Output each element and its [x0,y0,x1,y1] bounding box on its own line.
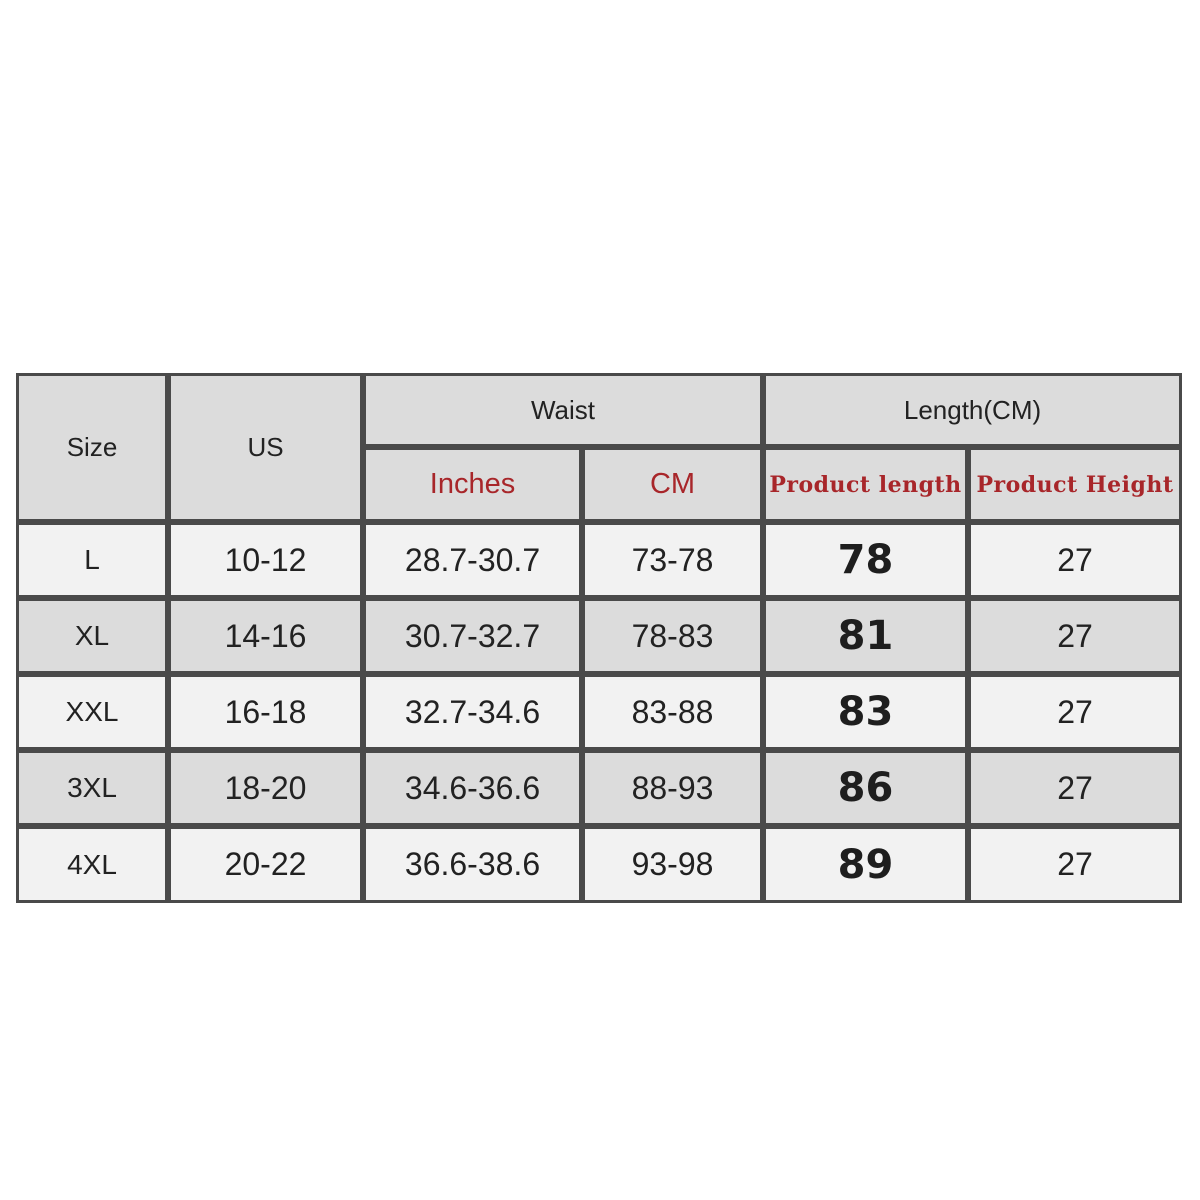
header-product-length: Product length [766,450,965,519]
table-cell-size: L [19,525,165,595]
size-chart-table [16,373,1182,903]
table-cell-product-length: 86 [766,753,965,823]
table-cell-cm: 78-83 [585,601,760,671]
header-waist: Waist [366,376,760,444]
header-size: Size [19,376,165,519]
table-cell-product-height: 27 [971,829,1179,900]
table-cell-size: XXL [19,677,165,747]
table-cell-product-height: 27 [971,525,1179,595]
table-cell-size: 4XL [19,829,165,900]
table-cell-inches: 28.7-30.7 [366,525,579,595]
table-cell-product-length: 83 [766,677,965,747]
table-cell-cm: 83-88 [585,677,760,747]
table-cell-inches: 30.7-32.7 [366,601,579,671]
table-cell-inches: 32.7-34.6 [366,677,579,747]
table-cell-us: 14-16 [171,601,360,671]
table-cell-cm: 73-78 [585,525,760,595]
table-cell-size: XL [19,601,165,671]
header-us: US [171,376,360,519]
table-cell-product-height: 27 [971,601,1179,671]
table-cell-product-length: 81 [766,601,965,671]
table-cell-product-length: 78 [766,525,965,595]
table-cell-product-height: 27 [971,677,1179,747]
header-product-height: Product Height [971,450,1179,519]
table-cell-us: 10-12 [171,525,360,595]
table-cell-cm: 88-93 [585,753,760,823]
table-cell-us: 20-22 [171,829,360,900]
table-cell-size: 3XL [19,753,165,823]
table-cell-inches: 34.6-36.6 [366,753,579,823]
header-inches: Inches [366,450,579,519]
table-cell-us: 18-20 [171,753,360,823]
table-cell-product-length: 89 [766,829,965,900]
table-cell-us: 16-18 [171,677,360,747]
header-length: Length(CM) [766,376,1179,444]
table-cell-inches: 36.6-38.6 [366,829,579,900]
table-cell-product-height: 27 [971,753,1179,823]
header-cm: CM [585,450,760,519]
table-cell-cm: 93-98 [585,829,760,900]
